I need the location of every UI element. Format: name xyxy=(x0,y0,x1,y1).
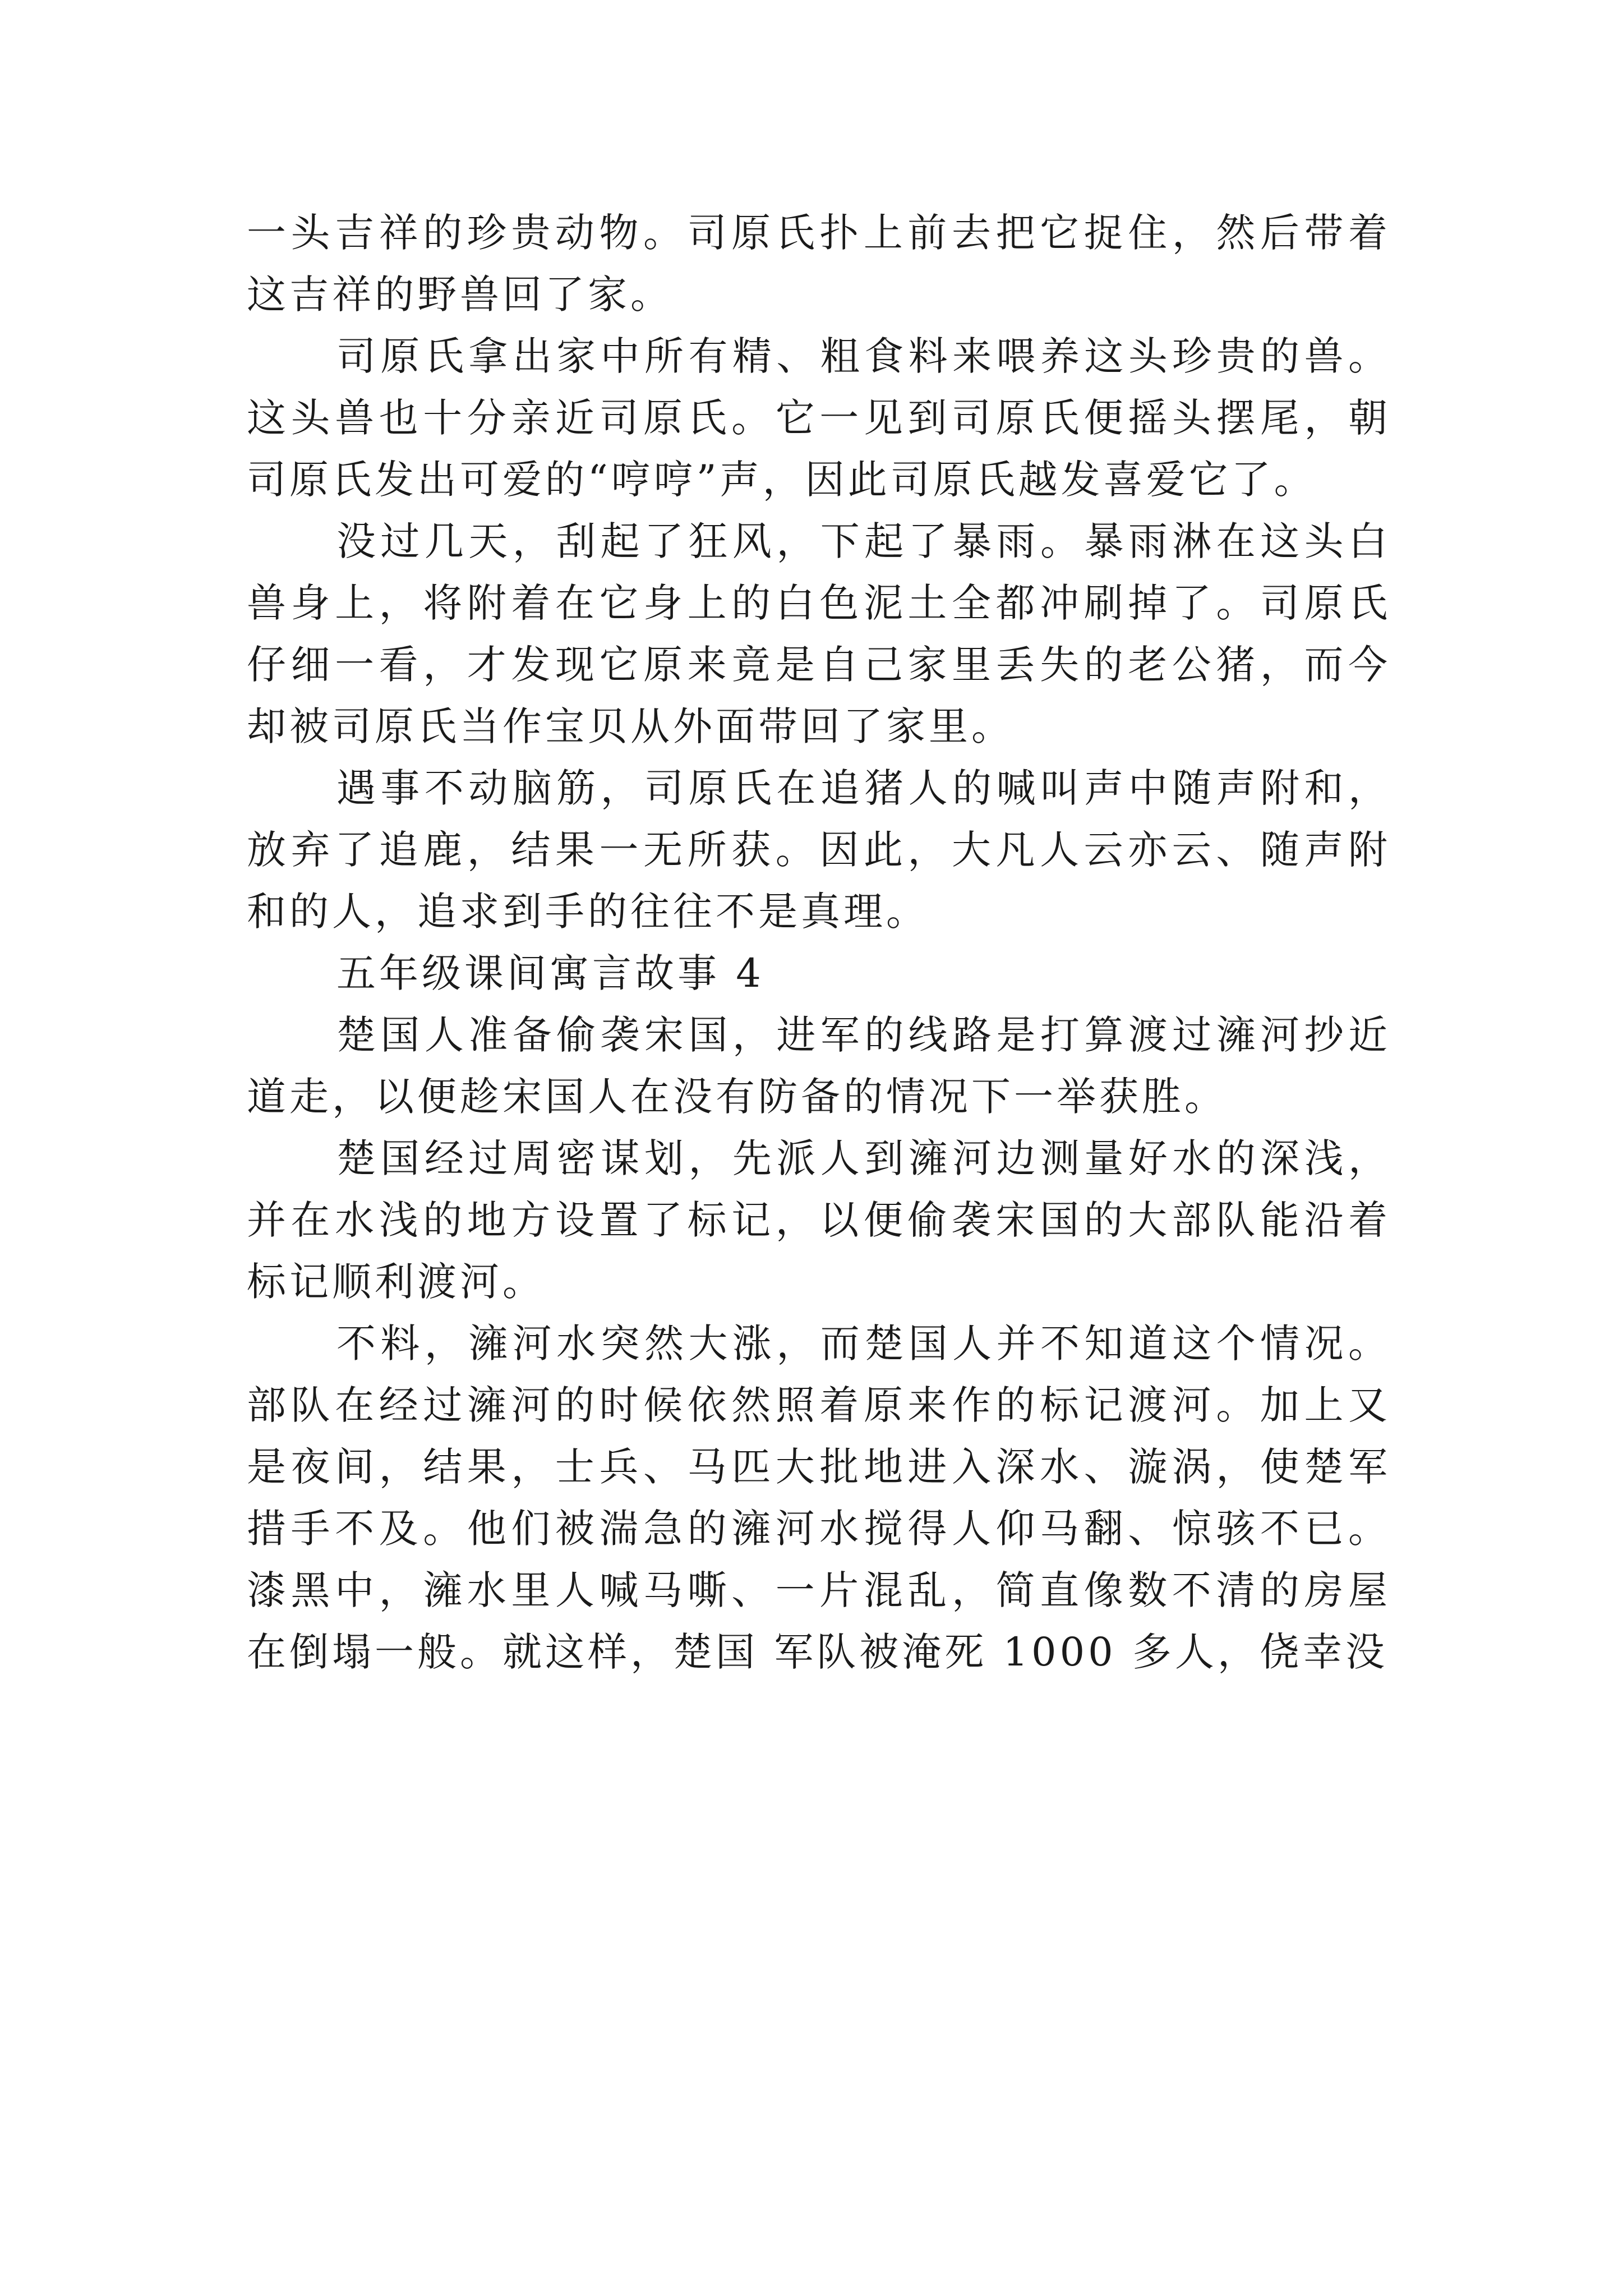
section-heading: 五年级课间寓言故事 4 xyxy=(336,950,764,996)
section-paragraph-1: 楚国人准备偷袭宋国，进军的线路是打算渡过澭河抄近道走，以便趁宋国人在没有防备的情况下一举获胜。 xyxy=(247,1012,1391,1120)
section-paragraph-3: 不料，澭河水突然大涨，而楚国人并不知道这个情况。部队在经过澭河的时候依然照着原来作的标记渡河。加上又是夜间，结果，士兵、马匹大批地进入深水、漩涡，使楚军措手不及。他们被湍急的澭河水搅得人仰马翻、惊骇不已。漆黑中，澭水里人喊马嘶、一片混乱，简直像数不清的房屋在倒塌一般。就这样，楚国 军队被淹死 1000 多人，侥幸没 xyxy=(247,1320,1391,1675)
document-body xyxy=(247,202,1391,1683)
paragraph-4: 遇事不动脑筋，司原氏在追猪人的喊叫声中随声附和，放弃了追鹿，结果一无所获。因此，大凡人云亦云、随声附和的人，追求到手的往往不是真理。 xyxy=(247,765,1391,935)
paragraph-3: 没过几天，刮起了狂风，下起了暴雨。暴雨淋在这头白兽身上，将附着在它身上的白色泥土全都冲刷掉了。司原氏仔细一看，才发现它原来竟是自己家里丢失的老公猪，而今却被司原氏当作宝贝从外面带回了家里。 xyxy=(247,518,1391,749)
section-paragraph-2: 楚国经过周密谋划，先派人到澭河边测量好水的深浅，并在水浅的地方设置了标记，以便偷袭宋国的大部队能沿着标记顺利渡河。 xyxy=(247,1135,1391,1305)
paragraph-1: 一头吉祥的珍贵动物。司原氏扑上前去把它捉住，然后带着这吉祥的野兽回了家。 xyxy=(247,210,1391,318)
paragraph-2: 司原氏拿出家中所有精、粗食料来喂养这头珍贵的兽。这头兽也十分亲近司原氏。它一见到司原氏便摇头摆尾，朝司原氏发出可爱的“哼哼”声，因此司原氏越发喜爱它了。 xyxy=(247,333,1391,503)
